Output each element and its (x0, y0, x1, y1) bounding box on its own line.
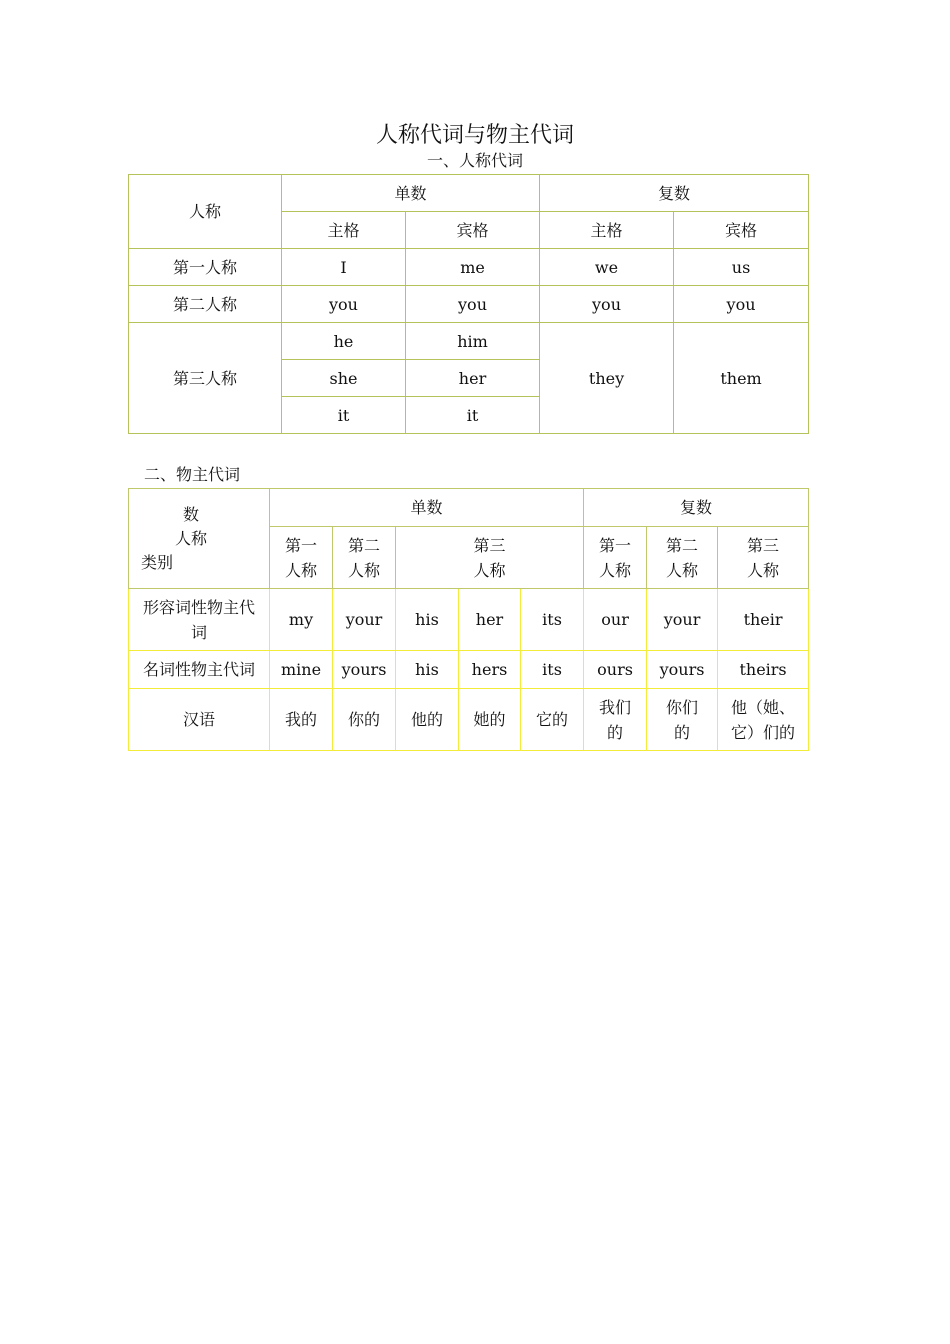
cell: your (333, 589, 396, 651)
cell: me (406, 249, 540, 286)
row-label: 第二人称 (129, 286, 282, 323)
cell: you (282, 286, 406, 323)
cell: ours (584, 651, 647, 689)
cell: hers (459, 651, 521, 689)
header-plural: 复数 (540, 175, 809, 212)
table-row (129, 651, 809, 689)
cell: him (406, 323, 540, 360)
header-singular: 单数 (282, 175, 540, 212)
cell: they (540, 323, 674, 434)
cell: my (270, 589, 333, 651)
row-label: 形容词性物主代 词 (129, 589, 270, 651)
cell: her (406, 360, 540, 397)
table-row (129, 323, 809, 360)
cell: their (718, 589, 809, 651)
header-pl-second: 第二 人称 (647, 527, 718, 589)
cell: we (540, 249, 674, 286)
personal-pronoun-table (128, 174, 809, 434)
cell: 我们 的 (584, 689, 647, 751)
cell: yours (333, 651, 396, 689)
corner-person: 人称 (175, 528, 208, 548)
page-title: 人称代词与物主代词 (375, 123, 574, 148)
cell: us (674, 249, 809, 286)
cell: it (406, 397, 540, 434)
header-sg-objective: 宾格 (406, 212, 540, 249)
corner-person: 人称 (129, 175, 282, 249)
row-label: 第三人称 (129, 323, 282, 434)
cell: her (459, 589, 521, 651)
cell: 你的 (333, 689, 396, 751)
table-row (129, 249, 809, 286)
cell: its (521, 589, 584, 651)
cell: he (282, 323, 406, 360)
cell: yours (647, 651, 718, 689)
header-pl-nominative: 主格 (540, 212, 674, 249)
header-pl-first: 第一 人称 (584, 527, 647, 589)
cell: you (674, 286, 809, 323)
row-label: 名词性物主代词 (129, 651, 270, 689)
cell: 你们 的 (647, 689, 718, 751)
cell: mine (270, 651, 333, 689)
table-row (129, 689, 809, 751)
header-sg-first: 第一 人称 (270, 527, 333, 589)
possessive-pronoun-table (128, 488, 809, 751)
cell: its (521, 651, 584, 689)
corner-category (129, 489, 270, 589)
corner-type: 类别 (141, 552, 174, 572)
cell: 她的 (459, 689, 521, 751)
cell: our (584, 589, 647, 651)
cell: 他（她、 它）们的 (718, 689, 809, 751)
table-row (129, 589, 809, 651)
cell: his (396, 651, 459, 689)
row-label: 第一人称 (129, 249, 282, 286)
header-sg-third: 第三 人称 (396, 527, 584, 589)
corner-number: 数 (183, 504, 200, 524)
cell: I (282, 249, 406, 286)
header-singular: 单数 (270, 489, 584, 527)
row-label: 汉语 (129, 689, 270, 751)
section-2-heading: 二、物主代词 (144, 465, 241, 484)
section-1-heading: 一、人称代词 (426, 151, 523, 170)
cell: 他的 (396, 689, 459, 751)
header-sg-nominative: 主格 (282, 212, 406, 249)
table-row (129, 286, 809, 323)
cell: them (674, 323, 809, 434)
cell: you (540, 286, 674, 323)
cell: theirs (718, 651, 809, 689)
cell: she (282, 360, 406, 397)
header-sg-second: 第二 人称 (333, 527, 396, 589)
cell: 它的 (521, 689, 584, 751)
cell: 我的 (270, 689, 333, 751)
header-pl-third: 第三 人称 (718, 527, 809, 589)
cell: it (282, 397, 406, 434)
cell: you (406, 286, 540, 323)
header-pl-objective: 宾格 (674, 212, 809, 249)
cell: your (647, 589, 718, 651)
header-plural: 复数 (584, 489, 809, 527)
cell: his (396, 589, 459, 651)
